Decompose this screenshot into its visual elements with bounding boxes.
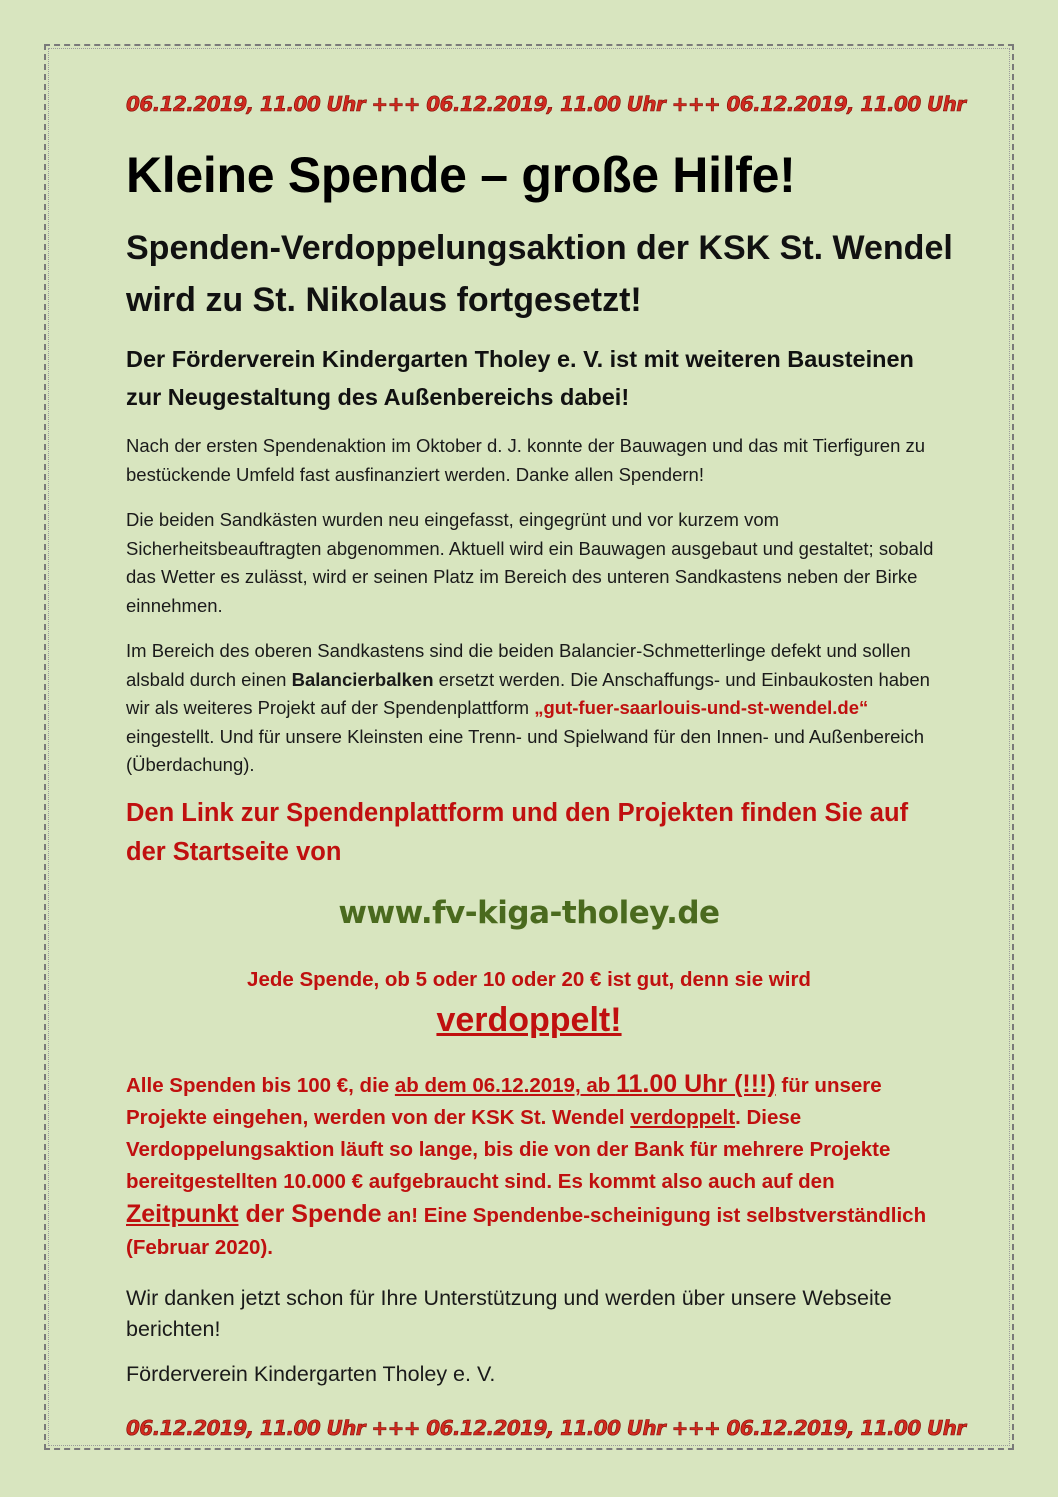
link-heading: Den Link zur Spendenplattform und den Projekten finden Sie auf der Startseite von bbox=[126, 799, 909, 866]
paragraph-balance-beam bbox=[126, 637, 936, 780]
start-time-underlined: 11.00 Uhr (!!!) bbox=[615, 1070, 776, 1098]
paragraph-text: ersetzt werden. Die Anschaffungs- und Einbaukosten haben wir als weiteres Projekt auf der Spendenplattform bbox=[126, 668, 930, 718]
paragraph-text: eingestellt. Und für unsere Kleinsten eine Trenn- und Spielwand für den Innen- und Außenbereich (Überdachung). bbox=[126, 725, 925, 775]
conditions-text: . Diese Verdoppelungsaktion läuft so lange, bis die von der Bank für mehrere Projekte bereitgestellten 10.000 € aufgebraucht sind. Es kommt also auch auf den bbox=[126, 1106, 891, 1193]
start-date-underlined: ab dem 06.12.2019, ab bbox=[394, 1074, 616, 1097]
page-title: Kleine Spende – große Hilfe! bbox=[126, 147, 796, 203]
doubled-heading: verdoppelt! bbox=[436, 1001, 622, 1039]
intro-heading: Der Förderverein Kindergarten Tholey e. V. ist mit weiteren Bausteinen zur Neugestaltung des Außenbereichs dabei! bbox=[126, 346, 914, 410]
paragraph-sandboxes: Die beiden Sandkästen wurden neu eingefasst, eingegrünt und vor kurzem vom Sicherheitsbeauftragten abgenommen. Aktuell wird ein Bauwagen ausgebaut und gestaltet; sobald das Wetter es zulässt, wird er seinen Platz im Bereich des unteren Sandkastens neben der Birke einnehmen. bbox=[126, 509, 934, 616]
website-link[interactable]: www.fv-kiga-tholey.de bbox=[338, 895, 720, 931]
doubled-underlined: verdoppelt bbox=[630, 1106, 736, 1129]
date-ticker-top: 06.12.2019, 11.00 Uhr +++ 06.12.2019, 11.00 Uhr +++ 06.12.2019, 11.00 Uhr bbox=[126, 92, 966, 116]
donation-conditions bbox=[126, 1068, 936, 1264]
donation-platform-link[interactable]: „gut-fuer-saarlouis-und-st-wendel.de“ bbox=[534, 697, 869, 718]
paragraph-text: Im Bereich des oberen Sandkastens sind die beiden Balancier-Schmetterlinge defekt und sollen alsbald durch einen bbox=[126, 640, 911, 690]
conditions-text: an! Eine Spendenbe-scheinigung ist selbstverständlich (Februar 2020). bbox=[126, 1204, 927, 1259]
balance-beam-label: Balancierbalken bbox=[291, 668, 434, 690]
every-donation-text: Jede Spende, ob 5 oder 10 oder 20 € ist gut, denn sie wird bbox=[247, 968, 811, 991]
conditions-text: für unsere Projekte eingehen, werden von der KSK St. Wendel bbox=[126, 1074, 882, 1129]
thanks-paragraph: Wir danken jetzt schon für Ihre Unterstützung und werden über unsere Webseite berichten! bbox=[126, 1286, 892, 1341]
subtitle: Spenden-Verdoppelungsaktion der KSK St. Wendel wird zu St. Nikolaus fortgesetzt! bbox=[126, 229, 953, 319]
conditions-text: Alle Spenden bis 100 €, die bbox=[126, 1074, 395, 1097]
signature: Förderverein Kindergarten Tholey e. V. bbox=[126, 1362, 496, 1386]
date-ticker-bottom: 06.12.2019, 11.00 Uhr +++ 06.12.2019, 11.00 Uhr +++ 06.12.2019, 11.00 Uhr bbox=[126, 1416, 966, 1440]
donation-emphasis: der Spende bbox=[238, 1200, 382, 1228]
timing-underlined: Zeitpunkt bbox=[126, 1200, 239, 1228]
paragraph-first-campaign: Nach der ersten Spendenaktion im Oktober d. J. konnte der Bauwagen und das mit Tierfiguren zu bestückende Umfeld fast ausfinanziert werden. Danke allen Spendern! bbox=[126, 435, 926, 485]
